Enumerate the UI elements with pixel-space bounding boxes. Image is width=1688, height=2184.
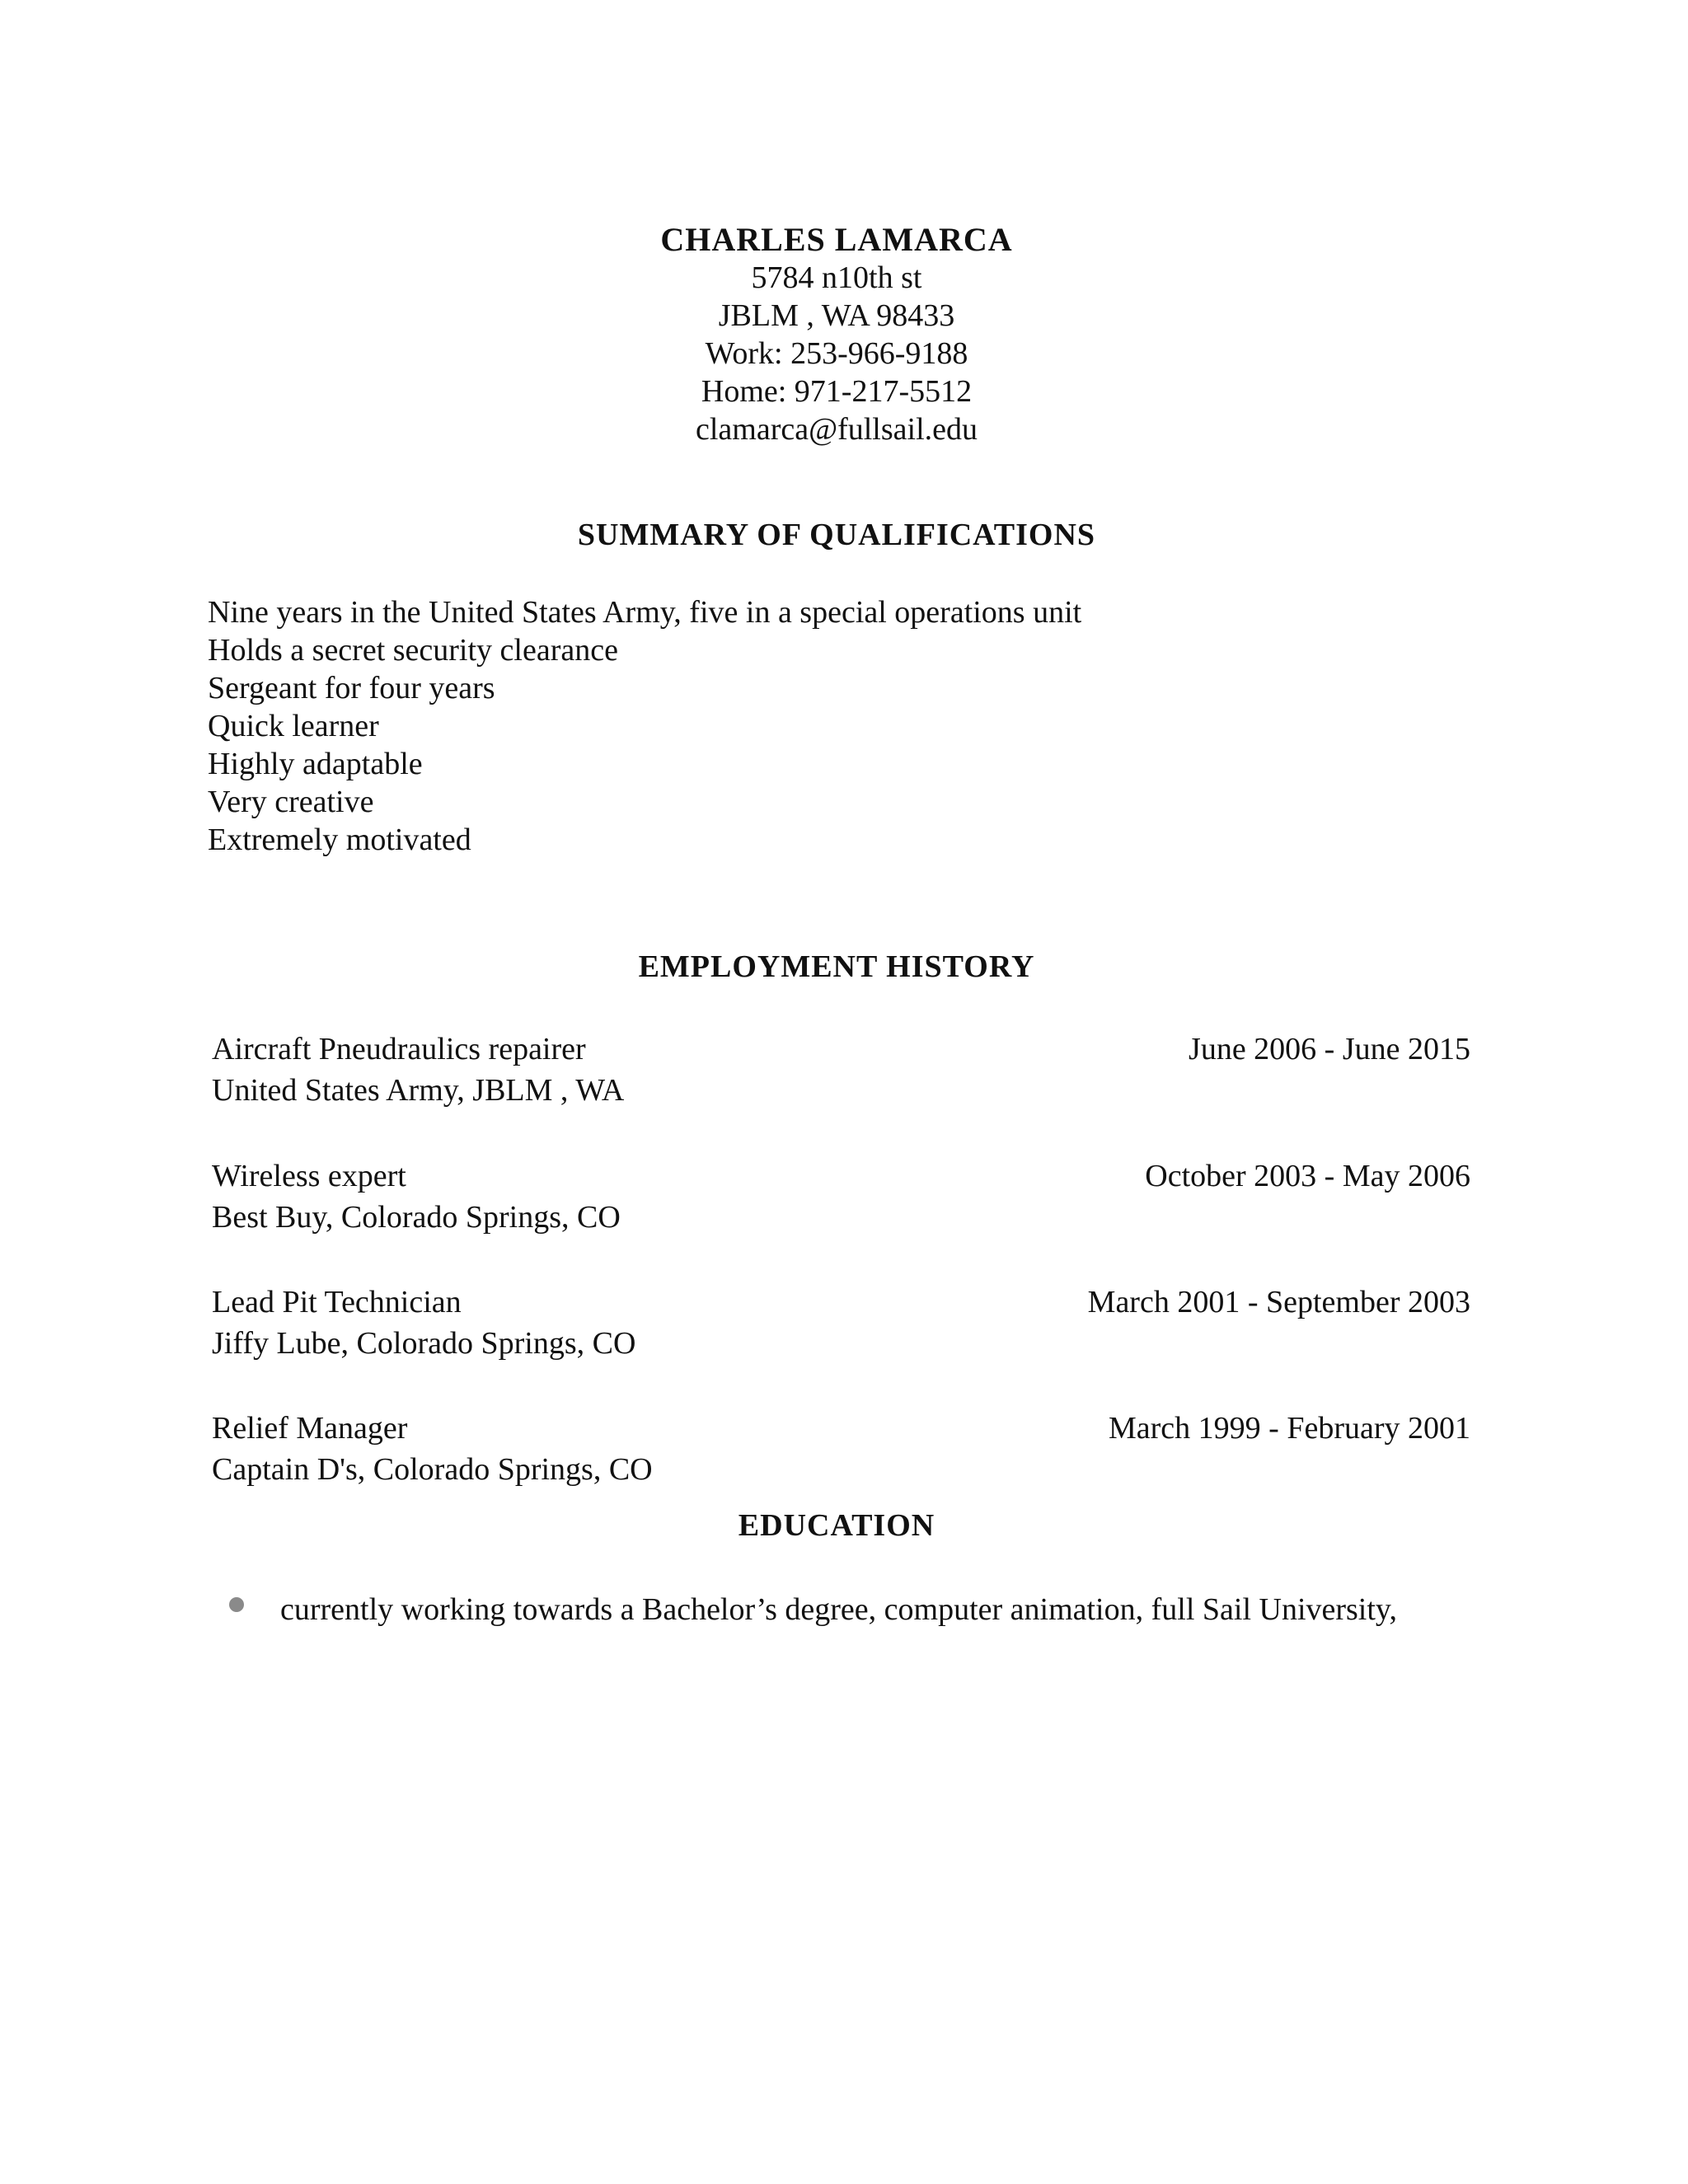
qualification-item: Very creative	[208, 785, 374, 819]
summary-section-title: SUMMARY OF QUALIFICATIONS	[577, 518, 1096, 552]
employment-section-title: EMPLOYMENT HISTORY	[638, 949, 1035, 984]
job-position: Wireless expert	[212, 1159, 406, 1193]
education-item	[229, 1589, 1507, 1630]
bullet-icon	[229, 1597, 244, 1612]
job-dates: June 2006 - June 2015	[1189, 1032, 1470, 1066]
job-dates: March 2001 - September 2003	[1087, 1285, 1470, 1319]
qualification-item: Extremely motivated	[208, 823, 471, 857]
qualification-item: Highly adaptable	[208, 747, 423, 781]
home-phone: Home: 971-217-5512	[701, 374, 973, 409]
job-position: Lead Pit Technician	[212, 1285, 462, 1319]
qualification-item: Sergeant for four years	[208, 671, 495, 705]
address-line-1: 5784 n10th st	[751, 260, 922, 295]
qualifications-list	[208, 593, 1444, 859]
job-dates: March 1999 - February 2001	[1108, 1411, 1470, 1446]
education-text: currently working towards a Bachelor’s degree, computer animation, full Sail University,	[280, 1592, 1397, 1627]
job-entry	[212, 1029, 1470, 1111]
job-dates: October 2003 - May 2006	[1145, 1159, 1470, 1193]
address-line-2: JBLM , WA 98433	[718, 298, 955, 333]
qualification-item: Nine years in the United States Army, five in a special operations unit	[208, 595, 1082, 630]
work-phone: Work: 253-966-9188	[705, 336, 968, 371]
job-employer: United States Army, JBLM , WA	[212, 1073, 625, 1108]
job-entry	[212, 1155, 1470, 1238]
contact-header	[0, 221, 1673, 448]
job-employer: Best Buy, Colorado Springs, CO	[212, 1200, 621, 1235]
email-address: clamarca@fullsail.edu	[696, 412, 978, 447]
job-employer: Jiffy Lube, Colorado Springs, CO	[212, 1326, 636, 1361]
job-position: Aircraft Pneudraulics repairer	[212, 1032, 586, 1066]
job-entry	[212, 1282, 1470, 1364]
job-entry	[212, 1408, 1470, 1490]
job-employer: Captain D's, Colorado Springs, CO	[212, 1452, 653, 1487]
qualification-item: Holds a secret security clearance	[208, 633, 618, 668]
job-position: Relief Manager	[212, 1411, 408, 1446]
education-section-title: EDUCATION	[738, 1508, 935, 1543]
qualification-item: Quick learner	[208, 709, 379, 743]
candidate-name: CHARLES LAMARCA	[660, 221, 1013, 258]
